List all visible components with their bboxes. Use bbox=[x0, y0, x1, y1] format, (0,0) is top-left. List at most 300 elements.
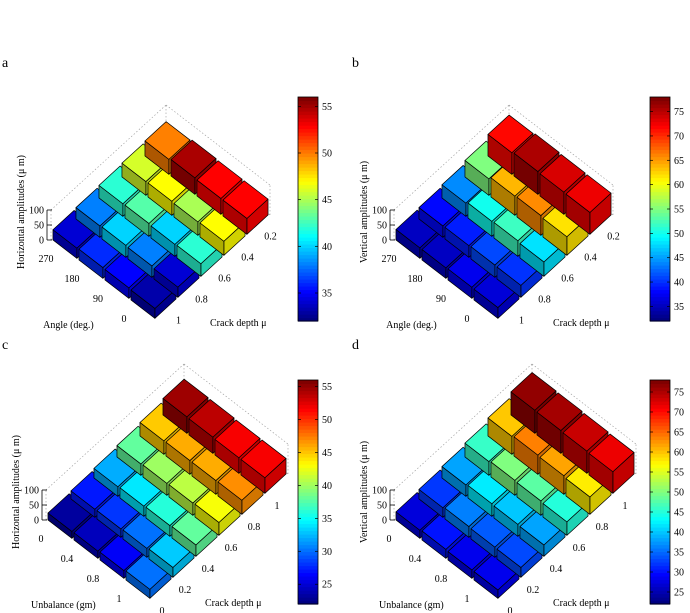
colorbar-step bbox=[298, 251, 318, 255]
colorbar-step bbox=[650, 513, 670, 517]
colorbar-step bbox=[298, 115, 318, 119]
colorbar-step bbox=[650, 153, 670, 157]
colorbar-step bbox=[298, 450, 318, 454]
colorbar-step bbox=[298, 440, 318, 444]
colorbar-step bbox=[650, 457, 670, 461]
panel-b bbox=[352, 56, 684, 331]
colorbar-step bbox=[650, 244, 670, 248]
colorbar-tick-label: 70 bbox=[674, 131, 684, 143]
colorbar-step bbox=[650, 146, 670, 150]
colorbar-step bbox=[650, 443, 670, 447]
colorbar-step bbox=[298, 209, 318, 213]
colorbar-step bbox=[298, 227, 318, 231]
y-tick-label: 1 bbox=[274, 501, 280, 512]
colorbar bbox=[298, 380, 332, 605]
z-axis-label: Vertical amplitudes (μ m) bbox=[359, 440, 370, 544]
colorbar-step bbox=[298, 269, 318, 273]
x-tick-label: 0 bbox=[464, 314, 470, 325]
colorbar-step bbox=[298, 272, 318, 276]
x-tick-label: 0.8 bbox=[434, 574, 448, 585]
z-tick-label: 0 bbox=[39, 235, 44, 247]
colorbar-tick-label: 70 bbox=[674, 407, 684, 419]
z-tick-label: 0 bbox=[34, 515, 39, 527]
colorbar-tick-label: 45 bbox=[674, 507, 684, 519]
y-tick-label: 0.2 bbox=[264, 231, 277, 243]
colorbar-tick-label: 60 bbox=[674, 447, 684, 459]
colorbar-tick-label: 25 bbox=[322, 579, 332, 591]
colorbar-step bbox=[650, 304, 670, 308]
colorbar-step bbox=[650, 464, 670, 468]
colorbar-step bbox=[298, 562, 318, 566]
colorbar-step bbox=[650, 115, 670, 119]
colorbar-step bbox=[298, 265, 318, 269]
y-tick-label: 0.4 bbox=[584, 252, 597, 264]
panel-letter: c bbox=[2, 338, 9, 353]
colorbar-step bbox=[650, 562, 670, 566]
colorbar-step bbox=[298, 433, 318, 437]
colorbar-step bbox=[650, 129, 670, 133]
colorbar-tick-label: 55 bbox=[322, 382, 332, 394]
colorbar-step bbox=[650, 517, 670, 521]
colorbar-tick-label: 55 bbox=[674, 467, 684, 479]
colorbar-step bbox=[650, 447, 670, 451]
colorbar-step bbox=[650, 415, 670, 419]
y-tick-label: 0.6 bbox=[224, 543, 238, 554]
z-axis-label: Vertical amplitudes (μ m) bbox=[359, 160, 370, 264]
colorbar-step bbox=[650, 185, 670, 189]
y-tick-label: 0.2 bbox=[178, 585, 192, 596]
colorbar-tick-label: 40 bbox=[674, 277, 684, 289]
colorbar-step bbox=[298, 223, 318, 227]
colorbar-step bbox=[298, 314, 318, 318]
colorbar-step bbox=[298, 569, 318, 573]
colorbar-step bbox=[298, 398, 318, 402]
colorbar-step bbox=[298, 594, 318, 598]
colorbar-step bbox=[650, 258, 670, 262]
colorbar-step bbox=[650, 433, 670, 437]
colorbar-step bbox=[298, 510, 318, 514]
colorbar-step bbox=[298, 415, 318, 419]
colorbar-step bbox=[650, 597, 670, 601]
colorbar-tick-label: 65 bbox=[674, 155, 684, 167]
colorbar-step bbox=[298, 279, 318, 283]
colorbar-step bbox=[298, 380, 318, 384]
colorbar-step bbox=[650, 387, 670, 391]
colorbar-tick-label: 35 bbox=[674, 547, 684, 559]
colorbar-step bbox=[650, 188, 670, 192]
colorbar-step bbox=[650, 510, 670, 514]
x-axis-label: Unbalance (gm) bbox=[31, 600, 96, 611]
colorbar-tick-label: 40 bbox=[322, 241, 332, 253]
colorbar-step bbox=[298, 576, 318, 580]
colorbar-step bbox=[298, 422, 318, 426]
colorbar-step bbox=[650, 101, 670, 105]
colorbar-step bbox=[298, 538, 318, 542]
y-axis-label: Crack depth μ bbox=[553, 318, 610, 329]
panel-letter: a bbox=[2, 56, 9, 71]
panel-letter: b bbox=[352, 56, 359, 71]
colorbar-step bbox=[298, 412, 318, 416]
colorbar-step bbox=[298, 468, 318, 472]
colorbar-tick-label: 45 bbox=[322, 195, 332, 207]
colorbar-step bbox=[298, 419, 318, 423]
colorbar-step bbox=[298, 545, 318, 549]
colorbar-step bbox=[650, 276, 670, 280]
panel-letter: d bbox=[352, 338, 359, 353]
colorbar-step bbox=[298, 216, 318, 220]
colorbar-tick-label: 35 bbox=[322, 513, 332, 525]
colorbar-step bbox=[298, 230, 318, 234]
colorbar-tick-label: 25 bbox=[674, 587, 684, 599]
colorbar-step bbox=[650, 573, 670, 577]
colorbar-step bbox=[298, 136, 318, 140]
x-tick-label: 180 bbox=[407, 274, 423, 285]
colorbar-step bbox=[650, 202, 670, 206]
y-tick-label: 0.4 bbox=[241, 252, 254, 264]
colorbar-step bbox=[298, 461, 318, 465]
colorbar-step bbox=[650, 380, 670, 384]
y-tick-label: 0 bbox=[159, 606, 165, 613]
z-tick-label: 100 bbox=[24, 485, 39, 497]
colorbar-tick-label: 40 bbox=[322, 480, 332, 492]
colorbar-step bbox=[298, 122, 318, 126]
colorbar-step bbox=[650, 492, 670, 496]
x-tick-label: 180 bbox=[64, 274, 80, 285]
colorbar-step bbox=[298, 234, 318, 238]
colorbar-step bbox=[650, 272, 670, 276]
y-tick-label: 1 bbox=[519, 315, 524, 327]
bars bbox=[396, 115, 611, 318]
colorbar-step bbox=[650, 531, 670, 535]
colorbar-step bbox=[298, 262, 318, 266]
colorbar-step bbox=[650, 422, 670, 426]
colorbar-step bbox=[650, 132, 670, 136]
colorbar-step bbox=[650, 429, 670, 433]
colorbar-step bbox=[298, 300, 318, 304]
colorbar-step bbox=[298, 387, 318, 391]
colorbar-step bbox=[298, 436, 318, 440]
colorbar-step bbox=[650, 237, 670, 241]
y-tick-label: 0.8 bbox=[595, 522, 609, 533]
colorbar-step bbox=[650, 384, 670, 388]
colorbar-step bbox=[298, 503, 318, 507]
colorbar-step bbox=[650, 440, 670, 444]
colorbar-step bbox=[650, 241, 670, 245]
colorbar-step bbox=[650, 538, 670, 542]
colorbar-step bbox=[650, 199, 670, 203]
colorbar-step bbox=[650, 104, 670, 108]
y-tick-label: 0.4 bbox=[549, 564, 563, 575]
bars bbox=[48, 379, 286, 598]
colorbar-step bbox=[298, 283, 318, 287]
colorbar-step bbox=[650, 307, 670, 311]
colorbar-step bbox=[298, 192, 318, 196]
colorbar-step bbox=[650, 482, 670, 486]
colorbar-step bbox=[298, 153, 318, 157]
colorbar-step bbox=[298, 286, 318, 290]
x-tick-label: 0 bbox=[38, 534, 44, 545]
colorbar-step bbox=[650, 475, 670, 479]
colorbar-step bbox=[650, 227, 670, 231]
colorbar-step bbox=[650, 506, 670, 510]
colorbar-step bbox=[298, 164, 318, 168]
colorbar-step bbox=[650, 125, 670, 129]
bars bbox=[53, 122, 268, 319]
y-axis-label: Crack depth μ bbox=[210, 318, 267, 329]
colorbar-step bbox=[298, 307, 318, 311]
bars bbox=[396, 373, 634, 599]
colorbar-step bbox=[650, 279, 670, 283]
colorbar-step bbox=[298, 258, 318, 262]
colorbar-step bbox=[650, 587, 670, 591]
colorbar-step bbox=[298, 188, 318, 192]
colorbar-step bbox=[298, 213, 318, 217]
x-tick-label: 0 bbox=[386, 534, 392, 545]
colorbar-step bbox=[650, 461, 670, 465]
y-axis-label: Crack depth μ bbox=[553, 598, 610, 609]
x-tick-label: 90 bbox=[93, 294, 103, 305]
colorbar-step bbox=[650, 314, 670, 318]
colorbar-step bbox=[650, 583, 670, 587]
colorbar-tick-label: 35 bbox=[674, 301, 684, 313]
y-tick-label: 0.8 bbox=[247, 522, 261, 533]
colorbar-tick-label: 50 bbox=[674, 228, 684, 240]
colorbar-step bbox=[298, 552, 318, 556]
colorbar-step bbox=[298, 206, 318, 210]
colorbar-step bbox=[650, 248, 670, 252]
colorbar-step bbox=[650, 478, 670, 482]
colorbar-step bbox=[298, 482, 318, 486]
colorbar-tick-label: 40 bbox=[674, 527, 684, 539]
colorbar-step bbox=[650, 171, 670, 175]
y-tick-label: 0.6 bbox=[561, 273, 574, 285]
y-tick-label: 1 bbox=[622, 501, 628, 512]
colorbar-step bbox=[650, 555, 670, 559]
colorbar-step bbox=[650, 139, 670, 143]
colorbar-step bbox=[650, 499, 670, 503]
colorbar-step bbox=[298, 527, 318, 531]
colorbar-step bbox=[650, 178, 670, 182]
colorbar-step bbox=[298, 443, 318, 447]
colorbar-step bbox=[298, 118, 318, 122]
x-tick-label: 0 bbox=[121, 314, 127, 325]
colorbar bbox=[650, 97, 684, 322]
colorbar-step bbox=[298, 426, 318, 430]
colorbar-step bbox=[298, 531, 318, 535]
z-axis bbox=[359, 441, 395, 543]
colorbar-step bbox=[298, 171, 318, 175]
colorbar-tick-label: 65 bbox=[674, 427, 684, 439]
colorbar-step bbox=[298, 157, 318, 161]
z-tick-label: 50 bbox=[377, 500, 387, 512]
colorbar-step bbox=[650, 293, 670, 297]
y-axis-label: Crack depth μ bbox=[205, 598, 262, 609]
x-axis-label: Angle (deg.) bbox=[386, 320, 437, 331]
y-tick-label: 0.2 bbox=[607, 231, 620, 243]
z-axis-label: Horizontal amplitudes (μ m) bbox=[16, 155, 27, 269]
colorbar-step bbox=[298, 108, 318, 112]
colorbar-step bbox=[650, 401, 670, 405]
colorbar-step bbox=[298, 255, 318, 259]
colorbar-step bbox=[298, 97, 318, 101]
colorbar-step bbox=[298, 143, 318, 147]
colorbar-tick-label: 75 bbox=[674, 387, 684, 399]
colorbar-step bbox=[650, 426, 670, 430]
colorbar-step bbox=[650, 234, 670, 238]
colorbar-step bbox=[650, 454, 670, 458]
colorbar-step bbox=[650, 408, 670, 412]
x-tick-label: 1 bbox=[464, 594, 470, 605]
colorbar-step bbox=[298, 478, 318, 482]
colorbar-step bbox=[298, 248, 318, 252]
colorbar-step bbox=[650, 220, 670, 224]
colorbar-step bbox=[650, 311, 670, 315]
y-tick-label: 0.4 bbox=[201, 564, 215, 575]
colorbar-step bbox=[650, 122, 670, 126]
z-tick-label: 0 bbox=[382, 515, 387, 527]
colorbar-step bbox=[650, 213, 670, 217]
colorbar-step bbox=[650, 164, 670, 168]
colorbar-step bbox=[298, 195, 318, 199]
colorbar-step bbox=[298, 587, 318, 591]
colorbar bbox=[298, 97, 332, 322]
colorbar-step bbox=[298, 475, 318, 479]
colorbar-step bbox=[650, 496, 670, 500]
colorbar-step bbox=[298, 139, 318, 143]
colorbar-step bbox=[298, 185, 318, 189]
colorbar-step bbox=[298, 506, 318, 510]
colorbar-step bbox=[298, 101, 318, 105]
y-tick-label: 0.8 bbox=[538, 294, 551, 306]
colorbar-step bbox=[298, 471, 318, 475]
colorbar-step bbox=[298, 220, 318, 224]
y-tick-label: 0 bbox=[507, 606, 513, 613]
colorbar-step bbox=[650, 548, 670, 552]
colorbar-step bbox=[650, 143, 670, 147]
colorbar-step bbox=[298, 566, 318, 570]
colorbar-step bbox=[650, 527, 670, 531]
y-tick-label: 0.2 bbox=[526, 585, 540, 596]
colorbar-step bbox=[298, 125, 318, 129]
colorbar-step bbox=[298, 555, 318, 559]
colorbar-step bbox=[650, 167, 670, 171]
colorbar-step bbox=[298, 524, 318, 528]
colorbar-step bbox=[298, 178, 318, 182]
colorbar-tick-label: 60 bbox=[674, 180, 684, 192]
colorbar-step bbox=[298, 304, 318, 308]
colorbar-tick-label: 35 bbox=[322, 288, 332, 300]
colorbar-step bbox=[298, 580, 318, 584]
z-axis bbox=[11, 435, 47, 549]
colorbar-step bbox=[298, 489, 318, 493]
x-axis-label: Unbalance (gm) bbox=[379, 600, 444, 611]
colorbar-step bbox=[650, 223, 670, 227]
y-tick-label: 1 bbox=[176, 315, 181, 327]
colorbar-step bbox=[298, 174, 318, 178]
colorbar-step bbox=[298, 583, 318, 587]
colorbar-step bbox=[298, 160, 318, 164]
colorbar-tick-label: 55 bbox=[674, 204, 684, 216]
colorbar-tick-label: 50 bbox=[674, 487, 684, 499]
colorbar-step bbox=[298, 541, 318, 545]
colorbar-step bbox=[650, 251, 670, 255]
colorbar-step bbox=[650, 419, 670, 423]
x-tick-label: 0.4 bbox=[60, 554, 74, 565]
colorbar-step bbox=[650, 192, 670, 196]
colorbar-step bbox=[298, 520, 318, 524]
colorbar-step bbox=[650, 283, 670, 287]
colorbar-step bbox=[650, 524, 670, 528]
panel-d bbox=[352, 338, 684, 613]
colorbar-step bbox=[298, 391, 318, 395]
y-tick-label: 0.8 bbox=[195, 294, 208, 306]
colorbar-step bbox=[650, 195, 670, 199]
colorbar-step bbox=[298, 496, 318, 500]
colorbar-step bbox=[298, 464, 318, 468]
colorbar-step bbox=[650, 269, 670, 273]
colorbar-step bbox=[650, 576, 670, 580]
x-tick-label: 90 bbox=[436, 294, 446, 305]
colorbar-step bbox=[298, 492, 318, 496]
colorbar-step bbox=[298, 129, 318, 133]
x-tick-label: 1 bbox=[116, 594, 122, 605]
colorbar-tick-label: 50 bbox=[322, 148, 332, 160]
colorbar-step bbox=[650, 174, 670, 178]
colorbar-step bbox=[298, 167, 318, 171]
colorbar-step bbox=[650, 150, 670, 154]
y-tick-label: 0.6 bbox=[218, 273, 231, 285]
colorbar-step bbox=[298, 408, 318, 412]
colorbar-tick-label: 45 bbox=[322, 447, 332, 459]
colorbar-step bbox=[298, 573, 318, 577]
colorbar-step bbox=[650, 471, 670, 475]
z-tick-label: 50 bbox=[34, 220, 44, 232]
colorbar-step bbox=[650, 541, 670, 545]
colorbar-step bbox=[650, 405, 670, 409]
colorbar-step bbox=[298, 454, 318, 458]
colorbar-step bbox=[650, 520, 670, 524]
colorbar-step bbox=[650, 559, 670, 563]
z-tick-label: 50 bbox=[377, 220, 387, 232]
colorbar-step bbox=[650, 118, 670, 122]
colorbar-step bbox=[650, 534, 670, 538]
colorbar-step bbox=[650, 545, 670, 549]
colorbar-step bbox=[298, 276, 318, 280]
colorbar-step bbox=[650, 290, 670, 294]
z-axis bbox=[359, 161, 395, 263]
colorbar-step bbox=[298, 293, 318, 297]
colorbar-tick-label: 50 bbox=[322, 415, 332, 427]
panel-c bbox=[2, 338, 332, 613]
y-tick-label: 0.6 bbox=[572, 543, 586, 554]
colorbar-step bbox=[298, 405, 318, 409]
colorbar-step bbox=[650, 503, 670, 507]
colorbar-tick-label: 75 bbox=[674, 107, 684, 119]
colorbar-step bbox=[298, 457, 318, 461]
colorbar-step bbox=[650, 436, 670, 440]
colorbar-tick-label: 55 bbox=[322, 101, 332, 113]
colorbar-step bbox=[298, 181, 318, 185]
colorbar-step bbox=[298, 297, 318, 301]
colorbar-step bbox=[298, 534, 318, 538]
colorbar-step bbox=[650, 300, 670, 304]
colorbar-step bbox=[298, 499, 318, 503]
colorbar-tick-label: 30 bbox=[674, 567, 684, 579]
colorbar-step bbox=[298, 447, 318, 451]
colorbar-step bbox=[650, 566, 670, 570]
colorbar-step bbox=[298, 311, 318, 315]
colorbar-step bbox=[650, 108, 670, 112]
